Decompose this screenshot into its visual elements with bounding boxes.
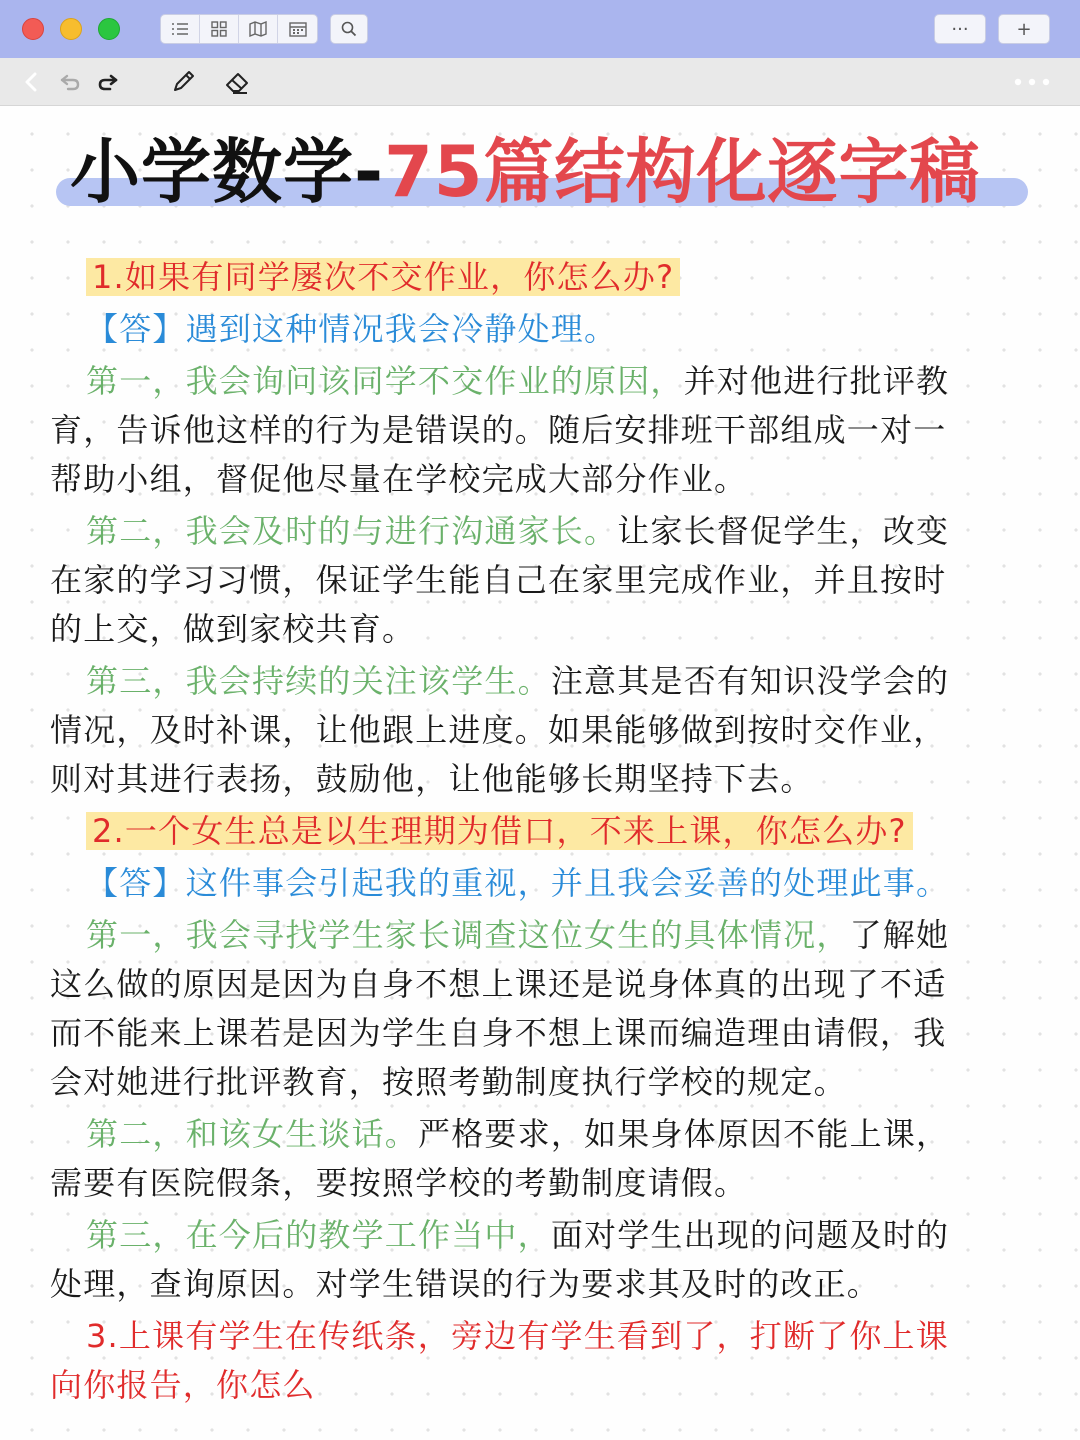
editor-toolbar xyxy=(0,58,1080,106)
point-text: 面对学生出现的问题及时的 xyxy=(550,1216,950,1254)
paragraph-line xyxy=(50,357,1034,406)
grid-icon[interactable] xyxy=(200,15,239,43)
paragraph-line: 在家的学习习惯，保证学生能自己在家里完成作业，并且按时 xyxy=(50,561,947,599)
window-titlebar xyxy=(0,0,1080,58)
paragraph-line: 需要有医院假条，要按照学校的考勤制度请假。 xyxy=(50,1164,748,1202)
paragraph-line xyxy=(50,657,1034,706)
paragraph-line: 的上交，做到家校共育。 xyxy=(50,610,416,648)
paragraph-line: 育，告诉他这样的行为是错误的。随后安排班干部组成一对一 xyxy=(50,411,947,449)
view-switcher xyxy=(160,14,318,44)
point-text: 并对他进行批评教 xyxy=(683,362,950,400)
answer-text: 【答】遇到这种情况我会冷静处理。 xyxy=(86,310,618,348)
undo-icon[interactable] xyxy=(56,68,84,96)
paragraph-line: 情况，及时补课，让他跟上进度。如果能够做到按时交作业， xyxy=(50,711,947,749)
eraser-icon[interactable] xyxy=(222,68,252,96)
point-lead: 第二，和该女生谈话。 xyxy=(86,1115,419,1153)
sidebar-list-icon[interactable] xyxy=(161,15,200,43)
paragraph-line: 而不能来上课若是因为学生自身不想上课而编造理由请假，我 xyxy=(50,1014,947,1052)
point-text: 注意其是否有知识没学会的 xyxy=(550,662,950,700)
more-icon[interactable] xyxy=(1012,68,1052,96)
question-text: 1.如果有同学屡次不交作业，你怎么办? xyxy=(86,258,680,296)
answer-text: 【答】这件事会引起我的重视，并且我会妥善的处理此事。 xyxy=(86,864,950,902)
paragraph-line: 这么做的原因是因为自身不想上课还是说身体真的出现了不适 xyxy=(50,965,947,1003)
window-controls xyxy=(22,18,120,40)
answer-2 xyxy=(50,859,1034,908)
paragraph-line: 帮助小组，督促他尽量在学校完成大部分作业。 xyxy=(50,460,748,498)
point-lead: 第二，我会及时的与进行沟通家长。 xyxy=(86,512,618,550)
point-lead: 第三，我会持续的关注该学生。 xyxy=(86,662,551,700)
question-3-continued: 向你报告，你怎么 xyxy=(50,1366,316,1404)
minimize-window-button[interactable] xyxy=(60,18,82,40)
paragraph-line xyxy=(50,1110,1034,1159)
pen-icon[interactable] xyxy=(168,68,198,96)
point-text: 让家长督促学生，改变 xyxy=(617,512,950,550)
add-button[interactable]: + xyxy=(998,14,1050,44)
paragraph-line xyxy=(50,1211,1034,1260)
question-1 xyxy=(50,253,1034,302)
point-lead: 第一，我会寻找学生家长调查这位女生的具体情况， xyxy=(86,916,850,954)
note-body xyxy=(50,253,1034,1410)
back-icon[interactable] xyxy=(18,68,44,96)
question-3: 3.上课有学生在传纸条，旁边有学生看到了，打断了你上课 xyxy=(86,1317,949,1355)
paragraph-line xyxy=(50,507,1034,556)
point-lead: 第三，在今后的教学工作当中， xyxy=(86,1216,551,1254)
point-lead: 第一，我会询问该同学不交作业的原因， xyxy=(86,362,684,400)
paragraph-line: 则对其进行表扬，鼓励他，让他能够长期坚持下去。 xyxy=(50,760,814,798)
paragraph-line: 处理，查询原因。对学生错误的行为要求其及时的改正。 xyxy=(50,1265,881,1303)
maximize-window-button[interactable] xyxy=(98,18,120,40)
question-2 xyxy=(50,807,1034,856)
question-text: 2.一个女生总是以生理期为借口，不来上课，你怎么办? xyxy=(86,812,913,850)
answer-1 xyxy=(50,305,1034,354)
page-title xyxy=(52,126,1032,222)
more-options-button[interactable]: ··· xyxy=(934,14,986,44)
paragraph-line xyxy=(50,911,1034,960)
map-icon[interactable] xyxy=(239,15,278,43)
calendar-icon[interactable] xyxy=(278,15,317,43)
point-text: 了解她 xyxy=(849,916,950,954)
title-part-count: 75篇结构化逐字稿 xyxy=(384,131,981,213)
paragraph-line: 会对她进行批评教育，按照考勤制度执行学校的规定。 xyxy=(50,1063,847,1101)
point-text: 严格要求，如果身体原因不能上课， xyxy=(418,1115,950,1153)
search-icon[interactable] xyxy=(330,14,368,44)
redo-icon[interactable] xyxy=(94,68,122,96)
title-part-subject: 小学数学- xyxy=(70,131,385,213)
close-window-button[interactable] xyxy=(22,18,44,40)
